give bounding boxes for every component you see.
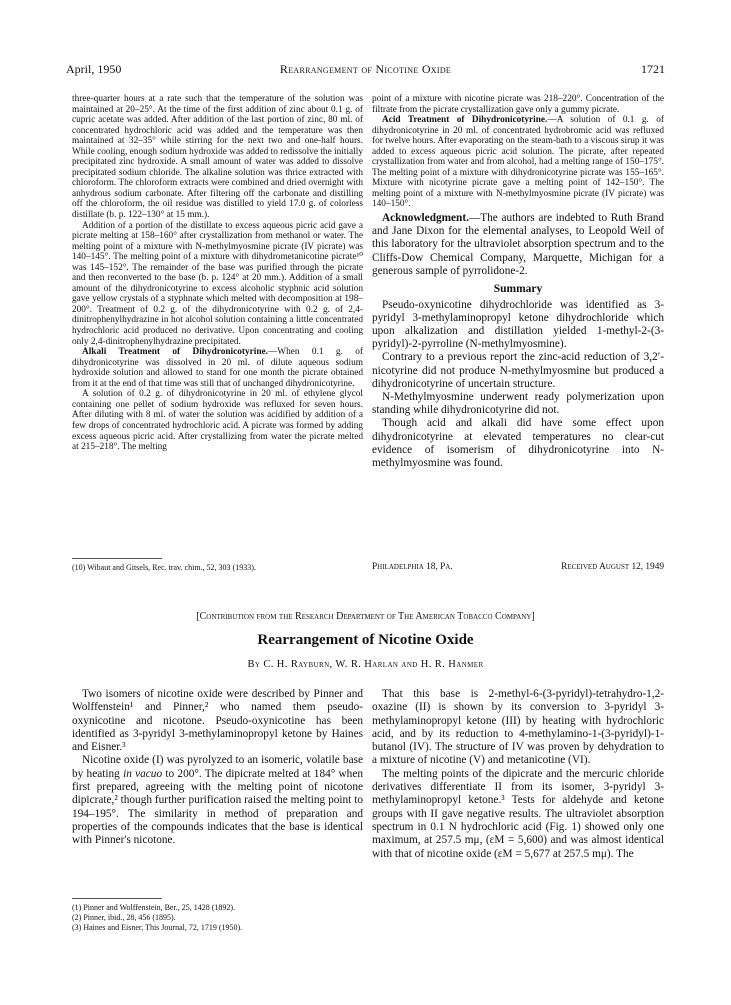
footnote: (10) Wibaut and Gitsels, Rec. trav. chim., 52, 303 (1933). [72, 563, 256, 572]
article-title: Rearrangement of Nicotine Oxide [257, 632, 474, 648]
paragraph: three-quarter hours at a rate such that the temperature of the solution was maintained at 20–25°. At the time of the first addition of zinc about 0.1 g. of cupric acetate was added. After addition of the last portion of zinc, 80 ml. of concentrated hydrochloric acid was added and the temperature was then maintained at 32–35° while stirring for the next two and one-half hours. While cooling, enough sodium hydroxide was added to redissolve the initially precipitated zinc hydroxide. A small amount of water was added to dissolve precipitated sodium chloride. The alkaline solution was thrice extracted with chloroform. The chloroform extracts were combined and dried overnight with anhydrous sodium carbonate. After filtering off the carbonate and distilling off the chloroform, the oil residue was distilled to yield 17.0 g. of colorless distillate (b. p. 122–130° at 15 mm.). [72, 94, 363, 221]
summary-heading: Summary [493, 283, 543, 296]
footnote: (2) Pinner, ibid., 28, 456 (1895). [72, 913, 176, 922]
received-date: Received August 12, 1949 [561, 562, 664, 572]
header-page-number: 1721 [641, 62, 665, 76]
paragraph-text: to 200°. The dipicrate melted at 184° when first prepared, agreeing with the melting point of nicotone dipicrate,² though further purification raised the melting point to 194–195°. The similarity in method of preparation and properties of the compounds indicates that the base is identical with Pinner's nicotone. [72, 767, 363, 847]
paragraph-text: Nicotine oxide (I) was pyrolyzed to an isomeric, volatile base by heating [72, 754, 363, 780]
summary-item: Contrary to a previous report the zinc-acid reduction of 3,2′-nicotyrine did not produce N-methylmyosmine but produced a dihydronicotyrine of uncertain structure. [372, 351, 664, 390]
paragraph [72, 347, 363, 389]
header-running-title: Rearrangement of Nicotine Oxide [279, 62, 452, 76]
emphasis: in vacuo [123, 767, 163, 780]
footnotes [72, 903, 363, 933]
footnote-rule [72, 558, 162, 559]
top-right-column [372, 94, 664, 470]
paragraph: A solution of 0.2 g. of dihydronicotyrine in 20 ml. of ethylene glycol containing one pellet of sodium hydroxide was refluxed for seven hours. After diluting with 8 ml. of water the solution was acidified by addition of a few drops of concentrated hydrochloric acid. A picrate was formed by adding excess aqueous picric acid. After crystallizing from water the picrate melted at 215–218°. The melting [72, 389, 363, 453]
paragraph: That this base is 2-methyl-6-(3-pyridyl)-tetrahydro-1,2-oxazine (II) is shown by its conversion to 3-pyridyl 3-methylaminopropyl ketone (III) by heating with hydrochloric acid, and by its reduction to 4-methylamino-1-(3-pyridyl)-1-butanol (IV). The structure of IV was proven by dehydration to a mixture of nicotine (V) and metanicotine (VI). [372, 688, 664, 767]
section-heading: Alkali Treatment of Dihydronicotyrine. [82, 347, 268, 358]
section-heading: Acid Treatment of Dihydronicotyrine. [382, 115, 548, 126]
paragraph [72, 754, 363, 847]
place: Philadelphia 18, Pa. [372, 562, 453, 572]
footnote: (3) Haines and Eisner, This Journal, 72, 1719 (1950). [72, 923, 243, 932]
paragraph-text: —A solution of 0.1 g. of dihydronicotyrine in 20 ml. of concentrated hydrobromic acid was refluxed for twelve hours. After evaporating on the steam-bath to a viscous sirup it was added to excess aqueous picric acid solution. The picrate, after repeated crystallization from water and from alcohol, had a melting range of 150–175°. The melting point of a mixture with dihydronicotyrine picrate was 155–165°. Mixture with nicotyrine picrate gave a melting point of 142–150°. The melting point of a mixture with N-methylmyosmine picrate (IV picrate) was 140–150°. [372, 115, 664, 210]
contribution-line: [Contribution from the Research Department of The American Tobacco Company] [196, 611, 535, 622]
summary-item: N-Methylmyosmine underwent ready polymerization upon standing while dihydronicotyrine did not. [372, 391, 664, 417]
summary-item: Pseudo-oxynicotine dihydrochloride was identified as 3-pyridyl 3-methylaminopropyl ketone dihydrochloride which upon alkalization and distillation yielded 1-methyl-2-(3-pyridyl)-2-pyrroline (N-methylmyosmine). [372, 298, 664, 351]
paragraph [372, 115, 664, 210]
running-header [66, 62, 665, 78]
paragraph-text: —When 0.1 g. of dihydronicotyrine was dissolved in 20 ml. of dilute aqueous sodium hydroxide solution and allowed to stand for one month the picrate obtained from it at the end of that time was still that of unchanged dihydronicotyrine. [72, 347, 363, 389]
byline: By C. H. Rayburn, W. R. Harlan and H. R. Hanmer [247, 659, 484, 670]
bottom-right-column [372, 688, 664, 861]
acknowledgment [372, 212, 664, 278]
header-date: April, 1950 [66, 62, 122, 76]
paragraph-text: —The authors are indebted to Ruth Brand and Jane Dixon for the elemental analyses, to Leopold Weil of this laboratory for the ultraviolet absorption spectrum and to the Cliffs-Dow Chemical Company, Marquette, Michigan for a generous sample of pyrrolidone-2. [372, 212, 664, 277]
bottom-left-column [72, 688, 363, 848]
paragraph: point of a mixture with nicotine picrate was 218–220°. Concentration of the filtrate from the picrate crystallization gave only a gummy picrate. [372, 94, 664, 115]
section-heading: Acknowledgment. [382, 212, 469, 225]
summary-item: Though acid and alkali did have some effect upon dihydronicotyrine at elevated temperatures no clear-cut evidence of isomerism of dihydronicotyrine into N-methylmyosmine was found. [372, 417, 664, 470]
paragraph: The melting points of the dipicrate and the mercuric chloride derivatives differentiate II from its isomer, 3-pyridyl 3-methylaminopropyl ketone.³ Tests for aldehyde and ketone groups with II gave negative results. The ultraviolet absorption spectrum in 0.1 N hydrochloric acid (Fig. 1) showed only one maximum, at 257.5 mμ, (εM = 5,600) and was almost identical with that of nicotine oxide (εM = 5,677 at 257.5 mμ). The [372, 767, 664, 860]
paragraph: Two isomers of nicotine oxide were described by Pinner and Wolffenstein¹ and Pinner,² who named them pseudo-oxynicotine and nicotone. Pseudo-oxynicotine has been identified as 3-pyridyl 3-methylaminopropyl ketone by Haines and Eisner.³ [72, 688, 363, 754]
footnote-rule [72, 898, 162, 899]
paragraph: Addition of a portion of the distillate to excess aqueous picric acid gave a picrate melting at 158–160° after crystallization from methanol or water. The melting point of a mixture with N-methylmyosmine picrate (IV picrate) was 140–145°. The melting point of a mixture with dihydrometanicotine picrate¹⁰ was 145–152°. The remainder of the base was purified through the picrate and then reconverted to the base (b. p. 124° at 20 mm.). Addition of a small amount of the dihydronicotyrine to excess alcoholic styphnic acid solution gave yellow crystals of a styphnate which melted with decomposition at 198–200°. Treatment of 0.2 g. of the dihydronicotyrine with 0.2 g. of 2,4-dinitrophenylhydrazine in hot alcohol solution containing a little concentrated hydrochloric acid produced no derivative. Upon concentrating and cooling only 2,4-dinitrophenylhydrazine precipitated. [72, 220, 363, 347]
top-left-column [72, 94, 363, 453]
footnote: (1) Pinner and Wolffenstein, Ber., 25, 1428 (1892). [72, 903, 236, 912]
